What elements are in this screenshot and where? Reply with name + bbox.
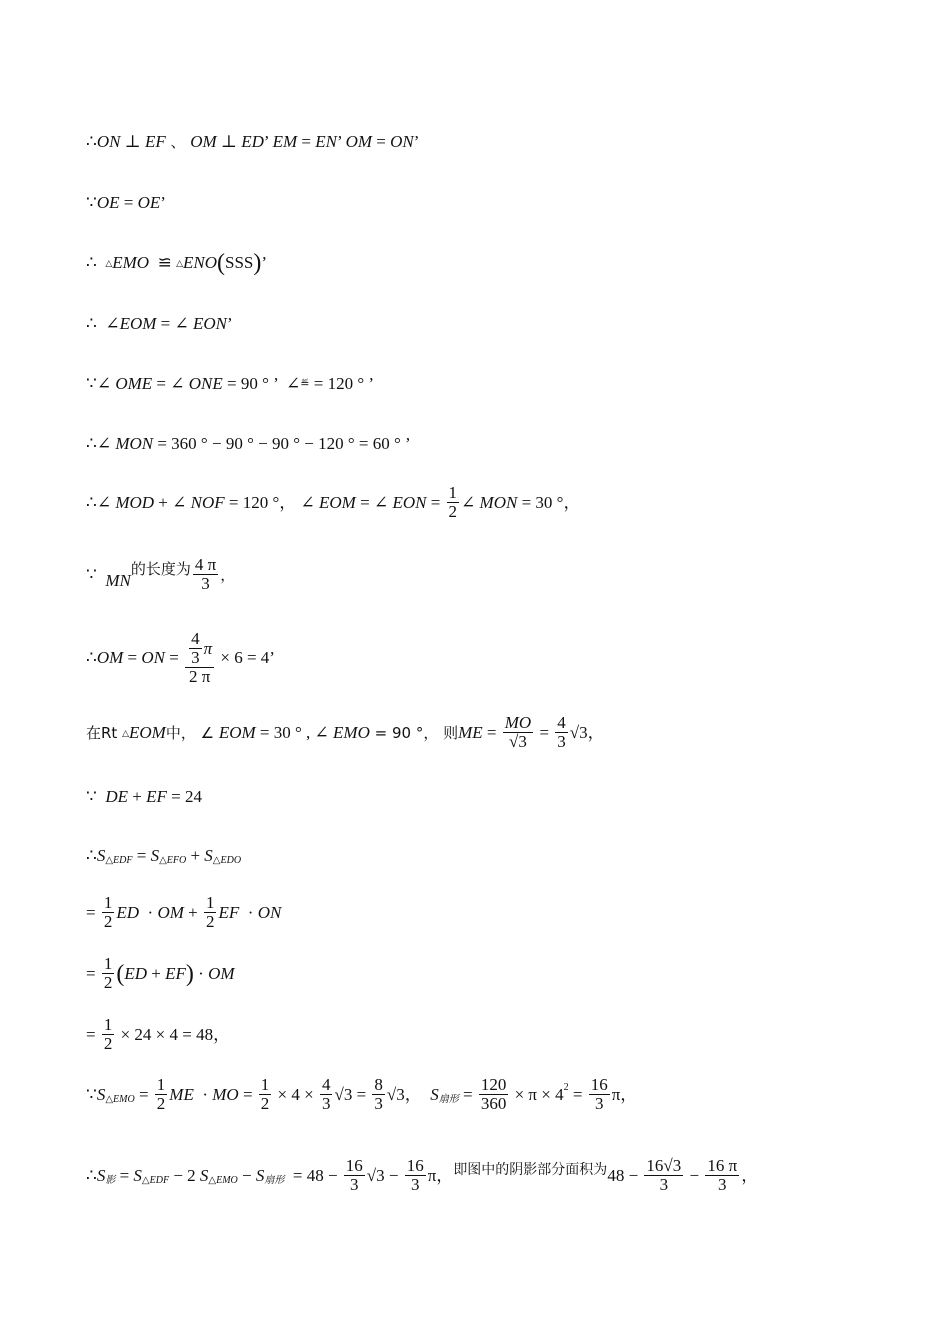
fraction: $\frac{16√3}{3}$ [646, 1156, 682, 1194]
line-12: ∴ S △EDF = S △EFO + S △EDO [86, 846, 242, 866]
line-8: ∵ MN 的长度为 $\frac{4 \pi}{3}$ ， [86, 555, 236, 593]
fraction: $\frac{1}{2}$ [103, 893, 113, 931]
fraction: $\frac{16 \pi}{3}$ [707, 1156, 738, 1194]
fraction: $\frac{4}{3}$ [321, 1075, 331, 1113]
fraction: $\frac{8}{3}$ [374, 1075, 383, 1113]
line-13: = $\frac{1}{2}$ ED · OM + $\frac{1}{2}$ EF · ON [86, 893, 282, 931]
line-10: 在Rt △ EOM 中， ∠ EOM = 30 ° , ∠ EMO = 90 °， 则 ME = $\frac{MO}{√3}$ = $\frac{4}{3}$ √3， [86, 713, 605, 751]
fraction: $\frac{1}{2}$ [260, 1075, 270, 1113]
line-3: ∴ △ EMO ≌ △ ENO ( SSS ) ’ [86, 250, 268, 276]
fraction: $\frac{1}{2}$ [103, 1015, 113, 1053]
line-6: ∴∠ MON = 360 ° − 90 ° − 90 ° − 120 ° = 60 ° ’ [86, 434, 411, 453]
line-1: ∴ ON ⊥ EF 、 OM ⊥ ED ’ EM = EN ’ OM = ON ’ [86, 132, 420, 151]
fraction: $\frac{1}{2}$ [448, 483, 458, 521]
fraction: $\frac{16}{3}$ [406, 1156, 424, 1194]
line-15: = $\frac{1}{2}$ × 24 × 4 = 48， [86, 1015, 231, 1053]
fraction: $\frac{1}{2}$ [205, 893, 215, 931]
line-9: ∴ OM = ON = $\frac{4}{3}$ π 2 π × 6 = 4’ [86, 629, 275, 686]
fraction: $\frac{1}{2}$ [156, 1075, 166, 1113]
line-17: ∴ S 影 = S △EDF − 2 S △EMO − S 扇形 = 48 − $\frac{16}{3}$ √3 − $\frac{16}{3}$ π， 即图中的阴影部分面积为 48 − $\frac{16√3}{3}$ − $\frac{16 \pi}{3}$ ， [86, 1156, 759, 1194]
line-7: ∴∠ MOD + ∠ NOF = 120 °， ∠ EOM = ∠ EON = $\frac{1}{2}$ ∠ MON = 30 °， [86, 483, 581, 521]
arc-mn: MN [105, 570, 131, 590]
fraction: $\frac{4}{3}$ [557, 713, 566, 751]
fraction: $\frac{120}{360}$ [480, 1075, 507, 1113]
line-5: ∵∠ OME = ∠ ONE = 90 ° ’ ∠ ≝ = 120 ° ’ [86, 374, 375, 393]
line-4: ∴ ∠ EOM = ∠ EON ’ [86, 314, 233, 333]
fraction: $\frac{MO}{√3}$ [504, 713, 532, 751]
line-2: ∵ OE = OE ’ [86, 193, 166, 212]
fraction: $\frac{16}{3}$ [345, 1156, 363, 1194]
line-11: ∵ DE + EF = 24 [86, 787, 202, 806]
line-14: = $\frac{1}{2}$ ( ED + EF ) · OM [86, 954, 235, 992]
compound-fraction: $\frac{4}{3}$ π 2 π [185, 630, 214, 686]
fraction: $\frac{1}{2}$ [103, 954, 113, 992]
line-16: ∵ S △EMO = $\frac{1}{2}$ ME · MO = $\frac{1}{2}$ × 4 × $\frac{4}{3}$ √3 = $\frac{8}{3}$ √3， S 扇形 = $\frac{120}{360}$ × π × 4 2 = $\frac{16}{3}$ π， [86, 1075, 638, 1113]
fraction: $\frac{4 \pi}{3}$ [194, 555, 217, 593]
fraction: $\frac{16}{3}$ [590, 1075, 608, 1113]
